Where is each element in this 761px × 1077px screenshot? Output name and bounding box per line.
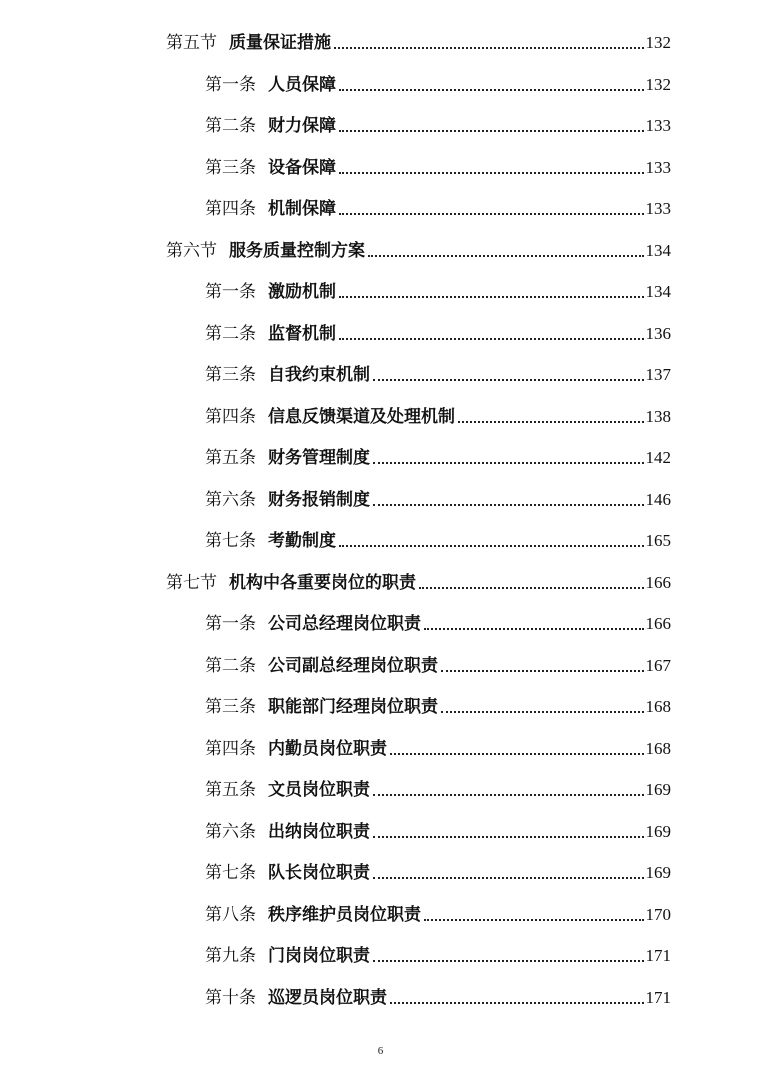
toc-entry-page: 167 (645, 656, 671, 675)
toc-section-entry[interactable] (166, 236, 671, 262)
toc-entry-title: 激励机制 (268, 282, 336, 302)
toc-entry-number: 第五条 (205, 780, 256, 800)
toc-article-entry[interactable] (205, 402, 671, 428)
toc-entry-page: 166 (645, 614, 671, 633)
toc-article-entry[interactable] (205, 900, 671, 926)
toc-article-entry[interactable] (205, 817, 671, 843)
toc-entry-number: 第一条 (205, 282, 256, 302)
toc-article-entry[interactable] (205, 319, 671, 345)
toc-entry-title: 财务报销制度 (268, 490, 370, 510)
toc-entry-page: 146 (645, 490, 671, 509)
toc-entry-title: 队长岗位职责 (268, 863, 370, 883)
toc-dot-leader (390, 1002, 644, 1004)
toc-entry-page: 132 (645, 75, 671, 94)
toc-entry-title: 机制保障 (268, 199, 336, 219)
toc-entry-number: 第七条 (205, 863, 256, 883)
toc-section-entry[interactable] (166, 28, 671, 54)
toc-dot-leader (334, 47, 644, 49)
toc-entry-number: 第十条 (205, 988, 256, 1008)
toc-dot-leader (373, 794, 644, 796)
toc-article-entry[interactable] (205, 277, 671, 303)
toc-entry-number: 第一条 (205, 75, 256, 95)
toc-dot-leader (441, 711, 644, 713)
toc-entry-page: 169 (645, 822, 671, 841)
toc-entry-page: 134 (645, 282, 671, 301)
page-number: 6 (377, 1045, 384, 1057)
toc-entry-number: 第一条 (205, 614, 256, 634)
toc-entry-number: 第五条 (205, 448, 256, 468)
toc-entry-page: 170 (645, 905, 671, 924)
toc-entry-number: 第三条 (205, 365, 256, 385)
toc-entry-page: 171 (645, 988, 671, 1007)
toc-dot-leader (373, 379, 644, 381)
toc-dot-leader (373, 877, 644, 879)
toc-entry-page: 132 (645, 33, 671, 52)
toc-dot-leader (339, 172, 644, 174)
toc-dot-leader (368, 255, 644, 257)
toc-dot-leader (424, 628, 644, 630)
toc-entry-title: 监督机制 (268, 324, 336, 344)
toc-entry-title: 公司总经理岗位职责 (268, 614, 421, 634)
toc-dot-leader (339, 545, 644, 547)
toc-entry-number: 第九条 (205, 946, 256, 966)
toc-entry-title: 内勤员岗位职责 (268, 739, 387, 759)
toc-article-entry[interactable] (205, 858, 671, 884)
toc-entry-page: 169 (645, 863, 671, 882)
toc-dot-leader (373, 462, 644, 464)
toc-entry-title: 机构中各重要岗位的职责 (229, 573, 416, 593)
toc-entry-number: 第六节 (166, 241, 217, 261)
toc-article-entry[interactable] (205, 983, 671, 1009)
toc-article-entry[interactable] (205, 775, 671, 801)
toc-entry-number: 第三条 (205, 697, 256, 717)
toc-entry-title: 自我约束机制 (268, 365, 370, 385)
toc-entry-number: 第四条 (205, 199, 256, 219)
toc-entry-title: 设备保障 (268, 158, 336, 178)
toc-entry-page: 168 (645, 739, 671, 758)
toc-entry-number: 第二条 (205, 656, 256, 676)
toc-article-entry[interactable] (205, 734, 671, 760)
toc-entry-page: 137 (645, 365, 671, 384)
toc-entry-number: 第八条 (205, 905, 256, 925)
toc-article-entry[interactable] (205, 941, 671, 967)
toc-article-entry[interactable] (205, 360, 671, 386)
toc-dot-leader (458, 421, 644, 423)
toc-entry-title: 财力保障 (268, 116, 336, 136)
toc-entry-page: 133 (645, 116, 671, 135)
toc-entry-number: 第七条 (205, 531, 256, 551)
toc-entry-title: 财务管理制度 (268, 448, 370, 468)
toc-article-entry[interactable] (205, 651, 671, 677)
toc-entry-page: 171 (645, 946, 671, 965)
toc-entry-number: 第七节 (166, 573, 217, 593)
toc-entry-number: 第五节 (166, 33, 217, 53)
toc-entry-page: 168 (645, 697, 671, 716)
toc-dot-leader (390, 753, 644, 755)
toc-dot-leader (441, 670, 644, 672)
toc-dot-leader (339, 130, 644, 132)
toc-dot-leader (339, 296, 644, 298)
toc-entry-page: 133 (645, 158, 671, 177)
toc-article-entry[interactable] (205, 609, 671, 635)
toc-dot-leader (339, 213, 644, 215)
toc-entry-page: 169 (645, 780, 671, 799)
toc-dot-leader (424, 919, 644, 921)
toc-entry-number: 第四条 (205, 407, 256, 427)
toc-entry-number: 第六条 (205, 490, 256, 510)
toc-dot-leader (339, 338, 644, 340)
toc-dot-leader (373, 960, 644, 962)
toc-entry-page: 134 (645, 241, 671, 260)
toc-entry-title: 秩序维护员岗位职责 (268, 905, 421, 925)
toc-entry-title: 文员岗位职责 (268, 780, 370, 800)
toc-entry-page: 138 (645, 407, 671, 426)
toc-article-entry[interactable] (205, 70, 671, 96)
toc-entry-title: 出纳岗位职责 (268, 822, 370, 842)
toc-entry-page: 133 (645, 199, 671, 218)
toc-entry-title: 人员保障 (268, 75, 336, 95)
toc-article-entry[interactable] (205, 526, 671, 552)
toc-entry-title: 职能部门经理岗位职责 (268, 697, 438, 717)
toc-section-entry[interactable] (166, 568, 671, 594)
toc-entry-number: 第二条 (205, 116, 256, 136)
toc-entry-page: 142 (645, 448, 671, 467)
toc-entry-number: 第三条 (205, 158, 256, 178)
toc-entry-page: 166 (645, 573, 671, 592)
toc-entry-title: 服务质量控制方案 (229, 241, 365, 261)
toc-entry-title: 门岗岗位职责 (268, 946, 370, 966)
toc-dot-leader (373, 504, 644, 506)
toc-entry-title: 质量保证措施 (229, 33, 331, 53)
toc-article-entry[interactable] (205, 153, 671, 179)
toc-entry-number: 第二条 (205, 324, 256, 344)
toc-dot-leader (419, 587, 644, 589)
toc-entry-title: 信息反馈渠道及处理机制 (268, 407, 455, 427)
toc-article-entry[interactable] (205, 111, 671, 137)
toc-article-entry[interactable] (205, 443, 671, 469)
toc-article-entry[interactable] (205, 194, 671, 220)
toc-dot-leader (373, 836, 644, 838)
toc-entry-title: 公司副总经理岗位职责 (268, 656, 438, 676)
toc-entry-title: 巡逻员岗位职责 (268, 988, 387, 1008)
toc-entry-title: 考勤制度 (268, 531, 336, 551)
toc-entry-number: 第四条 (205, 739, 256, 759)
toc-entry-page: 136 (645, 324, 671, 343)
toc-article-entry[interactable] (205, 485, 671, 511)
toc-entry-page: 165 (645, 531, 671, 550)
toc-article-entry[interactable] (205, 692, 671, 718)
toc-dot-leader (339, 89, 644, 91)
toc-entry-number: 第六条 (205, 822, 256, 842)
